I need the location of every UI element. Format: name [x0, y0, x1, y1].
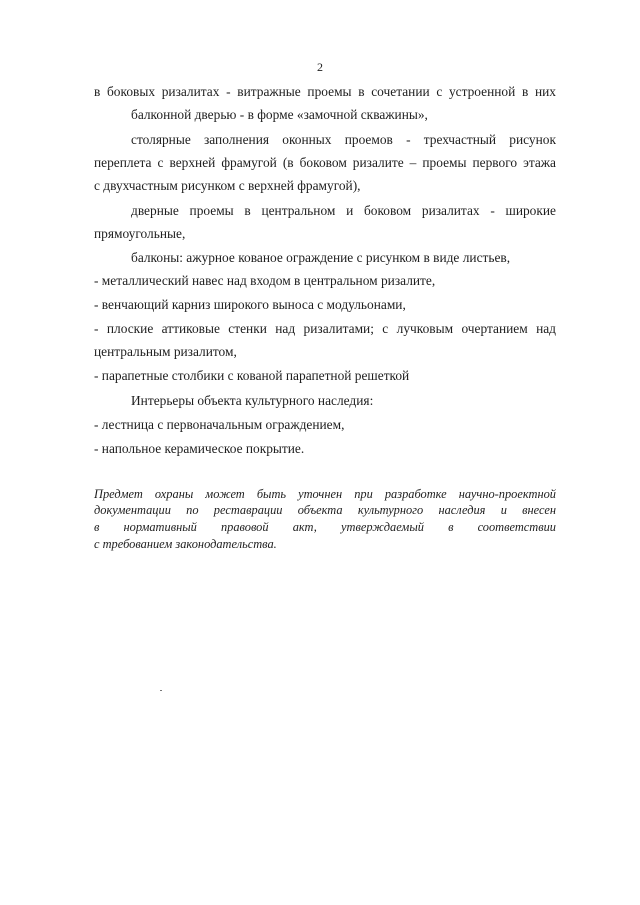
paragraph-line: дверные проемы в центральном и боковом ризалитах - широкие — [131, 203, 556, 218]
paragraph-line: балконной дверью - в форме «замочной скважины», — [131, 107, 428, 122]
list-item: центральным ризалитом, — [94, 344, 237, 359]
paragraph-line: с двухчастным рисунком с верхней фрамугой), — [94, 178, 361, 193]
scan-speck — [160, 690, 162, 691]
section-heading: Интерьеры объекта культурного наследия: — [131, 393, 374, 408]
paragraph-line: в боковых ризалитах - витражные проемы в сочетании с устроенной в них — [94, 84, 556, 99]
paragraph-line: прямоугольные, — [94, 226, 186, 241]
note-line: с требованием законодательства. — [94, 537, 277, 551]
paragraph-line: балконы: ажурное кованое ограждение с рисунком в виде листьев, — [131, 250, 511, 265]
list-item: - лестница с первоначальным ограждением, — [94, 417, 345, 432]
note-line: Предмет охраны может быть уточнен при разработке научно-проектной — [94, 487, 556, 501]
list-item: - напольное керамическое покрытие. — [94, 441, 305, 456]
list-item: - металлический навес над входом в центральном ризалите, — [94, 273, 436, 288]
list-item: - венчающий карниз широкого выноса с модульонами, — [94, 297, 406, 312]
list-item: - парапетные столбики с кованой парапетной решеткой — [94, 368, 410, 383]
page-number: 2 — [317, 60, 323, 74]
note-line: в нормативный правовой акт, утверждаемый в соответствии — [94, 520, 556, 534]
note-line: документации по реставрации объекта культурного наследия и внесен — [94, 503, 556, 517]
list-item: - плоские аттиковые стенки над ризалитами; с лучковым очертанием над — [94, 321, 556, 336]
paragraph-line: столярные заполнения оконных проемов - трехчастный рисунок — [131, 132, 556, 147]
paragraph-line: переплета с верхней фрамугой (в боковом ризалите – проемы первого этажа — [94, 155, 556, 170]
